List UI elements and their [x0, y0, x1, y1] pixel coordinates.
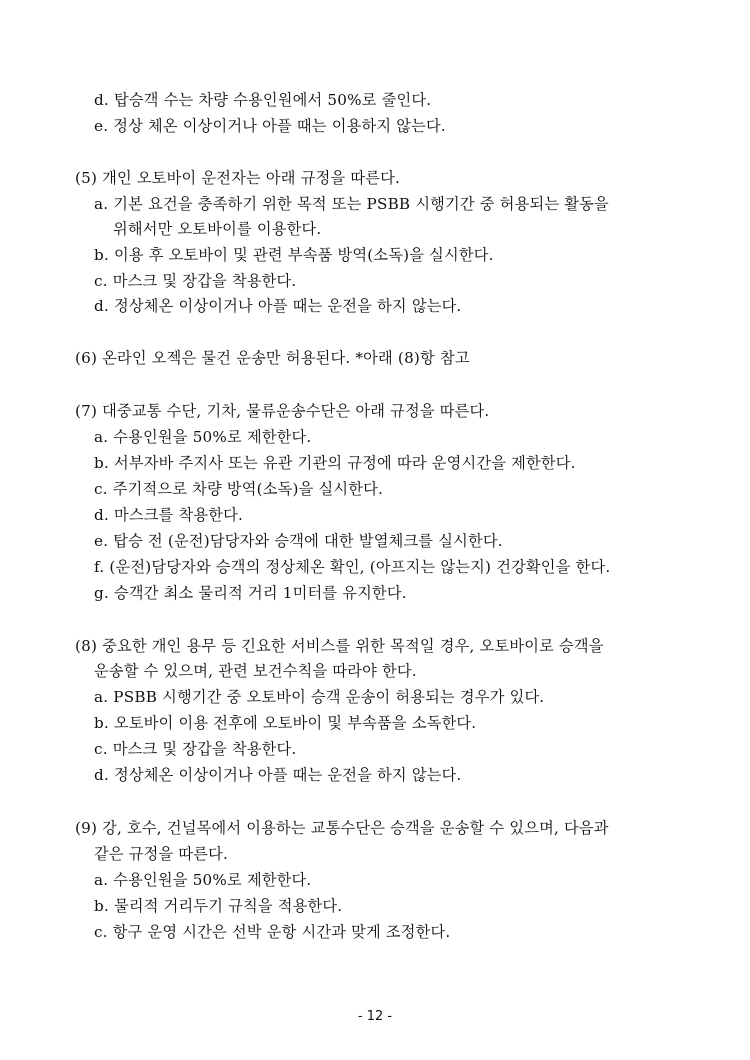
item-9a: a. 수용인원을 50%로 제한한다. — [94, 871, 312, 889]
page-number: - 12 - — [357, 1009, 393, 1024]
item-5c: c. 마스크 및 장갑을 착용한다. — [94, 272, 297, 290]
item-4d: d. 탑승객 수는 차량 수용인원에서 50%로 줄인다. — [94, 91, 432, 109]
item-7b: b. 서부자바 주지사 또는 유관 기관의 규정에 따라 운영시간을 제한한다. — [94, 454, 576, 472]
item-8b: b. 오토바이 이용 전후에 오토바이 및 부속품을 소독한다. — [94, 714, 477, 732]
item-7a: a. 수용인원을 50%로 제한한다. — [94, 428, 312, 446]
item-8c: c. 마스크 및 장갑을 착용한다. — [94, 740, 297, 758]
section-6-heading: (6) 온라인 오젝은 물건 운송만 허용된다. *아래 (8)항 참고 — [75, 349, 470, 367]
item-7c: c. 주기적으로 차량 방역(소독)을 실시한다. — [94, 480, 384, 498]
item-7f: f. (운전)담당자와 승객의 정상체온 확인, (아프지는 않는지) 건강확인을 한다. — [94, 558, 611, 576]
section-9-heading: (9) 강, 호수, 건널목에서 이용하는 교통수단은 승객을 운송할 수 있으며, 다음과 — [75, 819, 609, 837]
item-8d: d. 정상체온 이상이거나 아플 때는 운전을 하지 않는다. — [94, 766, 462, 784]
section-8-heading-cont: 운송할 수 있으며, 관련 보건수칙을 따라야 한다. — [94, 662, 417, 680]
section-8-heading: (8) 중요한 개인 용무 등 긴요한 서비스를 위한 목적일 경우, 오토바이로 승객을 — [75, 637, 604, 655]
item-5b: b. 이용 후 오토바이 및 관련 부속품 방역(소독)을 실시한다. — [94, 246, 494, 264]
section-7-heading: (7) 대중교통 수단, 기차, 물류운송수단은 아래 규정을 따른다. — [75, 402, 490, 420]
section-9-heading-cont: 같은 규정을 따른다. — [94, 845, 229, 863]
item-9c: c. 항구 운영 시간은 선박 운항 시간과 맞게 조정한다. — [94, 923, 451, 941]
item-7d: d. 마스크를 착용한다. — [94, 506, 244, 524]
item-7e: e. 탑승 전 (운전)담당자와 승객에 대한 발열체크를 실시한다. — [94, 532, 503, 550]
item-4e: e. 정상 체온 이상이거나 아플 때는 이용하지 않는다. — [94, 117, 446, 135]
item-7g: g. 승객간 최소 물리적 거리 1미터를 유지한다. — [94, 584, 407, 602]
item-5d: d. 정상체온 이상이거나 아플 때는 운전을 하지 않는다. — [94, 297, 462, 315]
item-9b: b. 물리적 거리두기 규칙을 적용한다. — [94, 897, 343, 915]
item-8a: a. PSBB 시행기간 중 오토바이 승객 운송이 허용되는 경우가 있다. — [94, 688, 545, 706]
item-5a: a. 기본 요건을 충족하기 위한 목적 또는 PSBB 시행기간 중 허용되는 활동을 — [94, 195, 609, 213]
item-5a-cont: 위해서만 오토바이를 이용한다. — [113, 220, 322, 238]
section-5-heading: (5) 개인 오토바이 운전자는 아래 규정을 따른다. — [75, 169, 400, 187]
